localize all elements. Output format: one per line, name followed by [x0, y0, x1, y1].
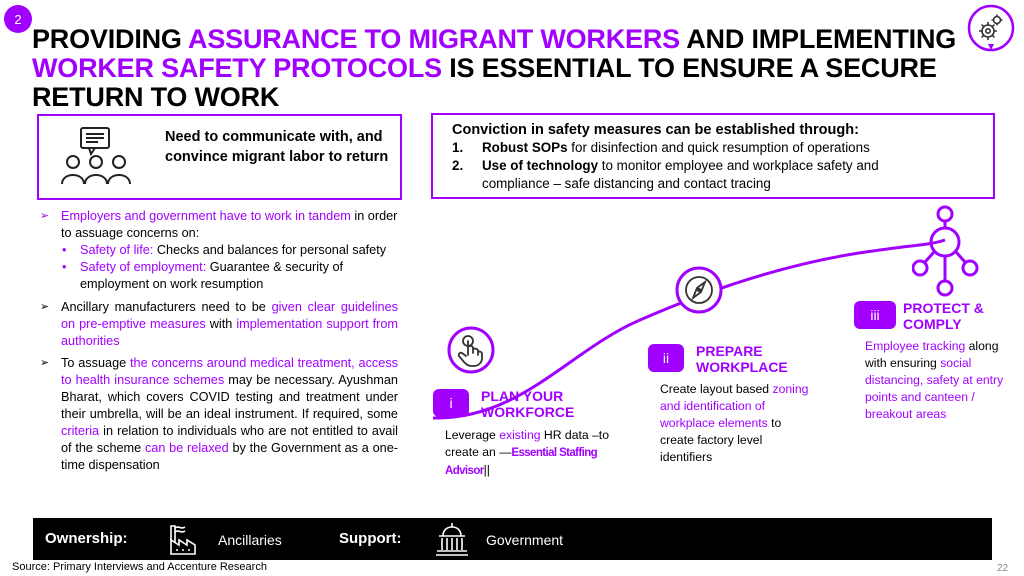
sub-bullet-safety-employment: • Safety of employment: Guarantee & security of employment on work resumption: [62, 260, 344, 291]
conviction-item-1: 1. Robust SOPs for disinfection and quick resumption of operations: [452, 140, 870, 155]
dot-bullet-icon: •: [62, 243, 67, 257]
title-part-5: IS ESSENTIAL TO ENSURE A SECURE RETURN TO WORK: [32, 53, 937, 112]
source-note: Source: Primary Interviews and Accenture Research: [12, 561, 267, 573]
ownership-value: Ancillaries: [218, 532, 282, 548]
step-title-plan: PLAN YOUR WORKFORCE: [481, 388, 575, 420]
page-number: 22: [997, 563, 1009, 574]
government-building-icon: [433, 520, 471, 558]
arrow-bullet-icon: ➢: [40, 301, 50, 313]
bullet-ancillary: ➢ Ancillary manufacturers need to be given clear guidelines on pre-emptive measures with implementation support from authorities: [40, 300, 399, 348]
slide-number-badge: [4, 5, 32, 33]
step-badge-i: i: [433, 389, 469, 417]
title-part-2: ASSURANCE TO MIGRANT WORKERS: [188, 24, 680, 54]
compass-icon: [674, 265, 724, 315]
step-badge-iii: iii: [854, 301, 896, 329]
sub-bullet-safety-life: • Safety of life: Checks and balances for personal safety: [62, 243, 387, 257]
conviction-box: [431, 113, 995, 199]
step-title-protect: PROTECT & COMPLY: [903, 300, 984, 332]
title-part-4: WORKER SAFETY PROTOCOLS: [32, 53, 442, 83]
step-desc-protect: Employee tracking along with ensuring social distancing, safety at entry points and canteen / breakout areas: [865, 339, 1004, 421]
bullet-list: [40, 208, 398, 474]
conviction-continuation: compliance – safe distancing and contact tracing: [482, 176, 771, 191]
step-desc-plan: Leverage existing HR data –to create an —Essential Staffing Advisor||: [445, 428, 609, 477]
factory-icon: [165, 520, 203, 558]
conviction-heading: Conviction in safety measures can be established through:: [452, 122, 859, 138]
ownership-label: Ownership:: [45, 530, 128, 547]
conviction-item-2: 2. Use of technology to monitor employee and workplace safety and: [452, 158, 879, 173]
step-desc-prepare: Create layout based zoning and identification of workplace elements to create factory level identifiers: [660, 382, 809, 464]
step-badge-ii: ii: [648, 344, 684, 372]
chat-people-icon: [61, 126, 131, 190]
bullet-medical: ➢ To assuage the concerns around medical treatment, access to health insurance schemes may be necessary. Ayushman Bharat, which covers COVID testing and treatment under their umbrella, will be an ideal instrument. If required, some criteria in relation to individuals who are not entitled to avail of the scheme can be relaxed by the Government as a one-time dispensation: [40, 356, 399, 472]
arrow-bullet-icon: ➢: [40, 210, 50, 222]
slide-number: 2: [14, 11, 22, 27]
title-part-1: PROVIDING: [32, 24, 189, 54]
support-label: Support:: [339, 530, 402, 547]
bullet-tandem: ➢ Employers and government have to work in tandem in order to assuage concerns on:: [40, 209, 398, 240]
communication-need-box: [37, 114, 402, 200]
dot-bullet-icon: •: [62, 260, 67, 274]
hand-touch-icon: [446, 325, 496, 375]
page-title: [32, 25, 992, 112]
gear-settings-icon: [966, 3, 1016, 53]
ownership-support-bar: [33, 518, 992, 560]
support-value: Government: [486, 532, 564, 548]
title-part-3: AND IMPLEMENTING: [679, 24, 957, 54]
network-nodes-icon: [912, 200, 982, 300]
arrow-bullet-icon: ➢: [40, 357, 50, 369]
communication-need-text: Need to communicate with, and convince migrant labor to return: [165, 129, 389, 165]
step-title-prepare: PREPARE WORKPLACE: [696, 343, 788, 375]
